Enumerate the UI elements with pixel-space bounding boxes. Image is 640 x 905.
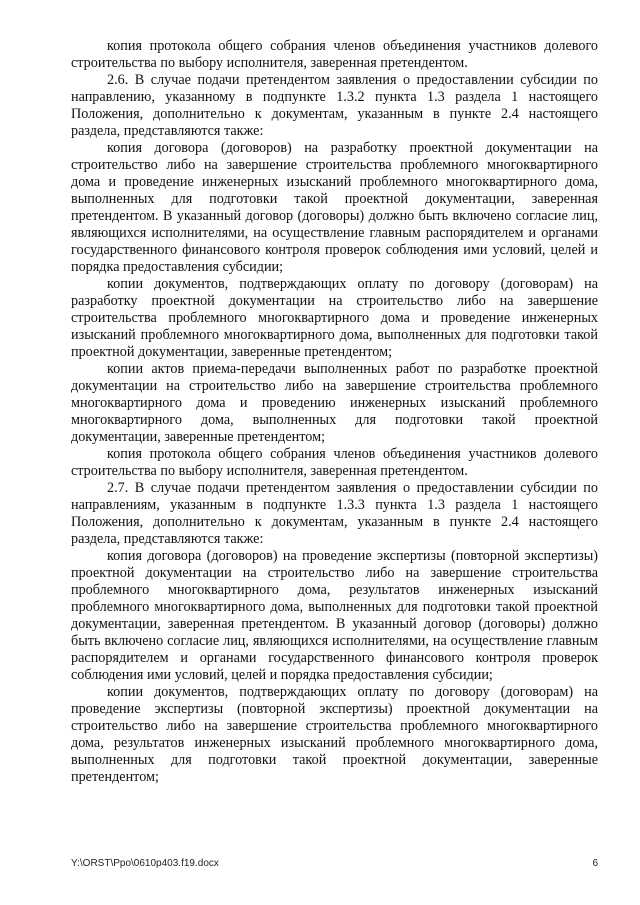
paragraph: копия договора (договоров) на разработку проектной документации на строительство либо на завершение строительства проблемного многоквартирного дома и проведение инженерных изысканий проблемного многоквартирного дома, выполненных для подготовки такой проектной документации, заверенная претендентом. В указанный договор (договоры) должно быть включено согласие лиц, являющихся исполнителями, на осуществление главным распорядителем и органами государственного финансового контроля проверок соблюдения ими условий, целей и порядка предоставления субсидии;: [71, 140, 598, 275]
file-path: Y:\ORST\Ppo\0610p403.f19.docx: [71, 858, 219, 869]
document-body: [71, 38, 598, 786]
paragraph: копия протокола общего собрания членов объединения участников долевого строительства по выбору исполнителя, заверенная претендентом.: [71, 38, 598, 71]
paragraph: копия протокола общего собрания членов объединения участников долевого строительства по выбору исполнителя, заверенная претендентом.: [71, 446, 598, 479]
page-number: 6: [592, 858, 598, 869]
paragraph: копии документов, подтверждающих оплату по договору (договорам) на разработку проектной документации на строительство либо на завершение строительства проблемного многоквартирного дома и проведение инженерных изысканий проблемного многоквартирного дома, выполненных для подготовки такой проектной документации, заверенные претендентом;: [71, 276, 598, 360]
paragraph: 2.6. В случае подачи претендентом заявления о предоставлении субсидии по направлению, указанному в подпункте 1.3.2 пункта 1.3 раздела 1 настоящего Положения, дополнительно к документам, указанным в пункте 2.4 настоящего раздела, представляются также:: [71, 72, 598, 139]
paragraph: копия договора (договоров) на проведение экспертизы (повторной экспертизы) проектной документации на строительство либо на завершение строительства проблемного многоквартирного дома, результатов инженерных изысканий проблемного многоквартирного дома, выполненных для подготовки такой проектной документации, заверенная претендентом. В указанный договор (договоры) должно быть включено согласие лиц, являющихся исполнителями, на осуществление главным распорядителем и органами государственного финансового контроля проверок соблюдения ими условий, целей и порядка предоставления субсидии;: [71, 548, 598, 683]
paragraph: копии документов, подтверждающих оплату по договору (договорам) на проведение экспертизы (повторной экспертизы) проектной документации на строительство либо на завершение строительства проблемного многоквартирного дома, результатов инженерных изысканий проблемного многоквартирного дома, выполненных для подготовки такой проектной документации, заверенные претендентом;: [71, 684, 598, 785]
page-footer: [71, 858, 598, 869]
paragraph: 2.7. В случае подачи претендентом заявления о предоставлении субсидии по направлениям, указанным в подпункте 1.3.3 пункта 1.3 раздела 1 настоящего Положения, дополнительно к документам, указанным в пункте 2.4 настоящего раздела, представляются также:: [71, 480, 598, 547]
paragraph: копии актов приема-передачи выполненных работ по разработке проектной документации на строительство либо на завершение строительства проблемного многоквартирного дома и проведению инженерных изысканий проблемного многоквартирного дома, выполненных для подготовки такой проектной документации, заверенные претендентом;: [71, 361, 598, 445]
